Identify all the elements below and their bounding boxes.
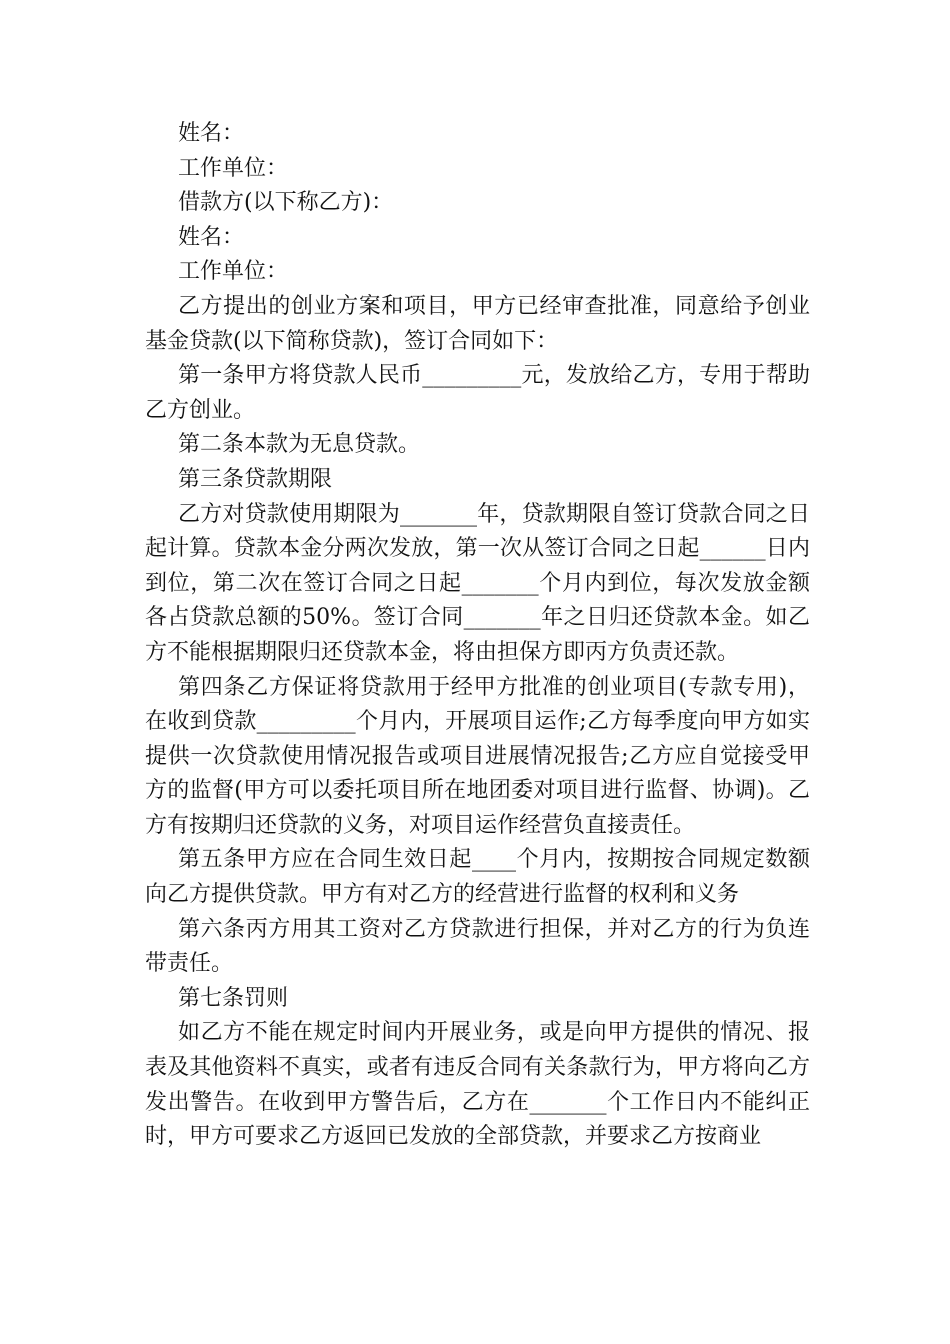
article-7-body: 如乙方不能在规定时间内开展业务，或是向甲方提供的情况、报表及其他资料不真实，或者有违反合同有关条款行为，甲方将向乙方发出警告。在收到甲方警告后，乙方在_______个工作日内不能纠正时，甲方可要求乙方返回已发放的全部贷款，并要求乙方按商业	[145, 1020, 810, 1150]
article-6: 第六条丙方用其工资对乙方贷款进行担保，并对乙方的行为负连带责任。	[145, 916, 810, 977]
lender-name-label: 姓名：	[178, 121, 245, 146]
borrower-name-label: 姓名：	[178, 224, 245, 250]
article-7-heading: 第七条罚则	[178, 985, 289, 1011]
lender-employer-label: 工作单位：	[178, 155, 289, 181]
document-body	[145, 117, 810, 1155]
contract-preamble: 乙方提出的创业方案和项目，甲方已经审查批准，同意给予创业基金贷款(以下简称贷款)，签订合同如下：	[145, 293, 810, 354]
borrower-heading: 借款方(以下称乙方)：	[178, 190, 394, 216]
article-2: 第二条本款为无息贷款。	[178, 432, 421, 458]
article-1: 第一条甲方将贷款人民币_________元，发放给乙方，专用于帮助乙方创业。	[145, 363, 810, 423]
borrower-employer-label: 工作单位：	[178, 259, 289, 285]
article-5: 第五条甲方应在合同生效日起____个月内，按期按合同规定数额向乙方提供贷款。甲方有对乙方的经营进行监督的权利和义务	[145, 847, 810, 908]
article-3-heading: 第三条贷款期限	[178, 466, 333, 492]
article-3-body: 乙方对贷款使用期限为_______年，贷款期限自签订贷款合同之日起计算。贷款本金分两次发放，第一次从签订合同之日起______日内到位，第二次在签订合同之日起_______个月内到位，每次发放金额各占贷款总额的50%。签订合同_______年之日归还贷款本金。如乙方不能根据期限归还贷款本金，将由担保方即丙方负责还款。	[145, 501, 810, 665]
article-4: 第四条乙方保证将贷款用于经甲方批准的创业项目(专款专用)，在收到贷款_________个月内，开展项目运作;乙方每季度向甲方如实提供一次贷款使用情况报告或项目进展情况报告;乙方应自觉接受甲方的监督(甲方可以委托项目所在地团委对项目进行监督、协调)。乙方有按期归还贷款的义务，对项目运作经营负直接责任。	[145, 674, 810, 838]
